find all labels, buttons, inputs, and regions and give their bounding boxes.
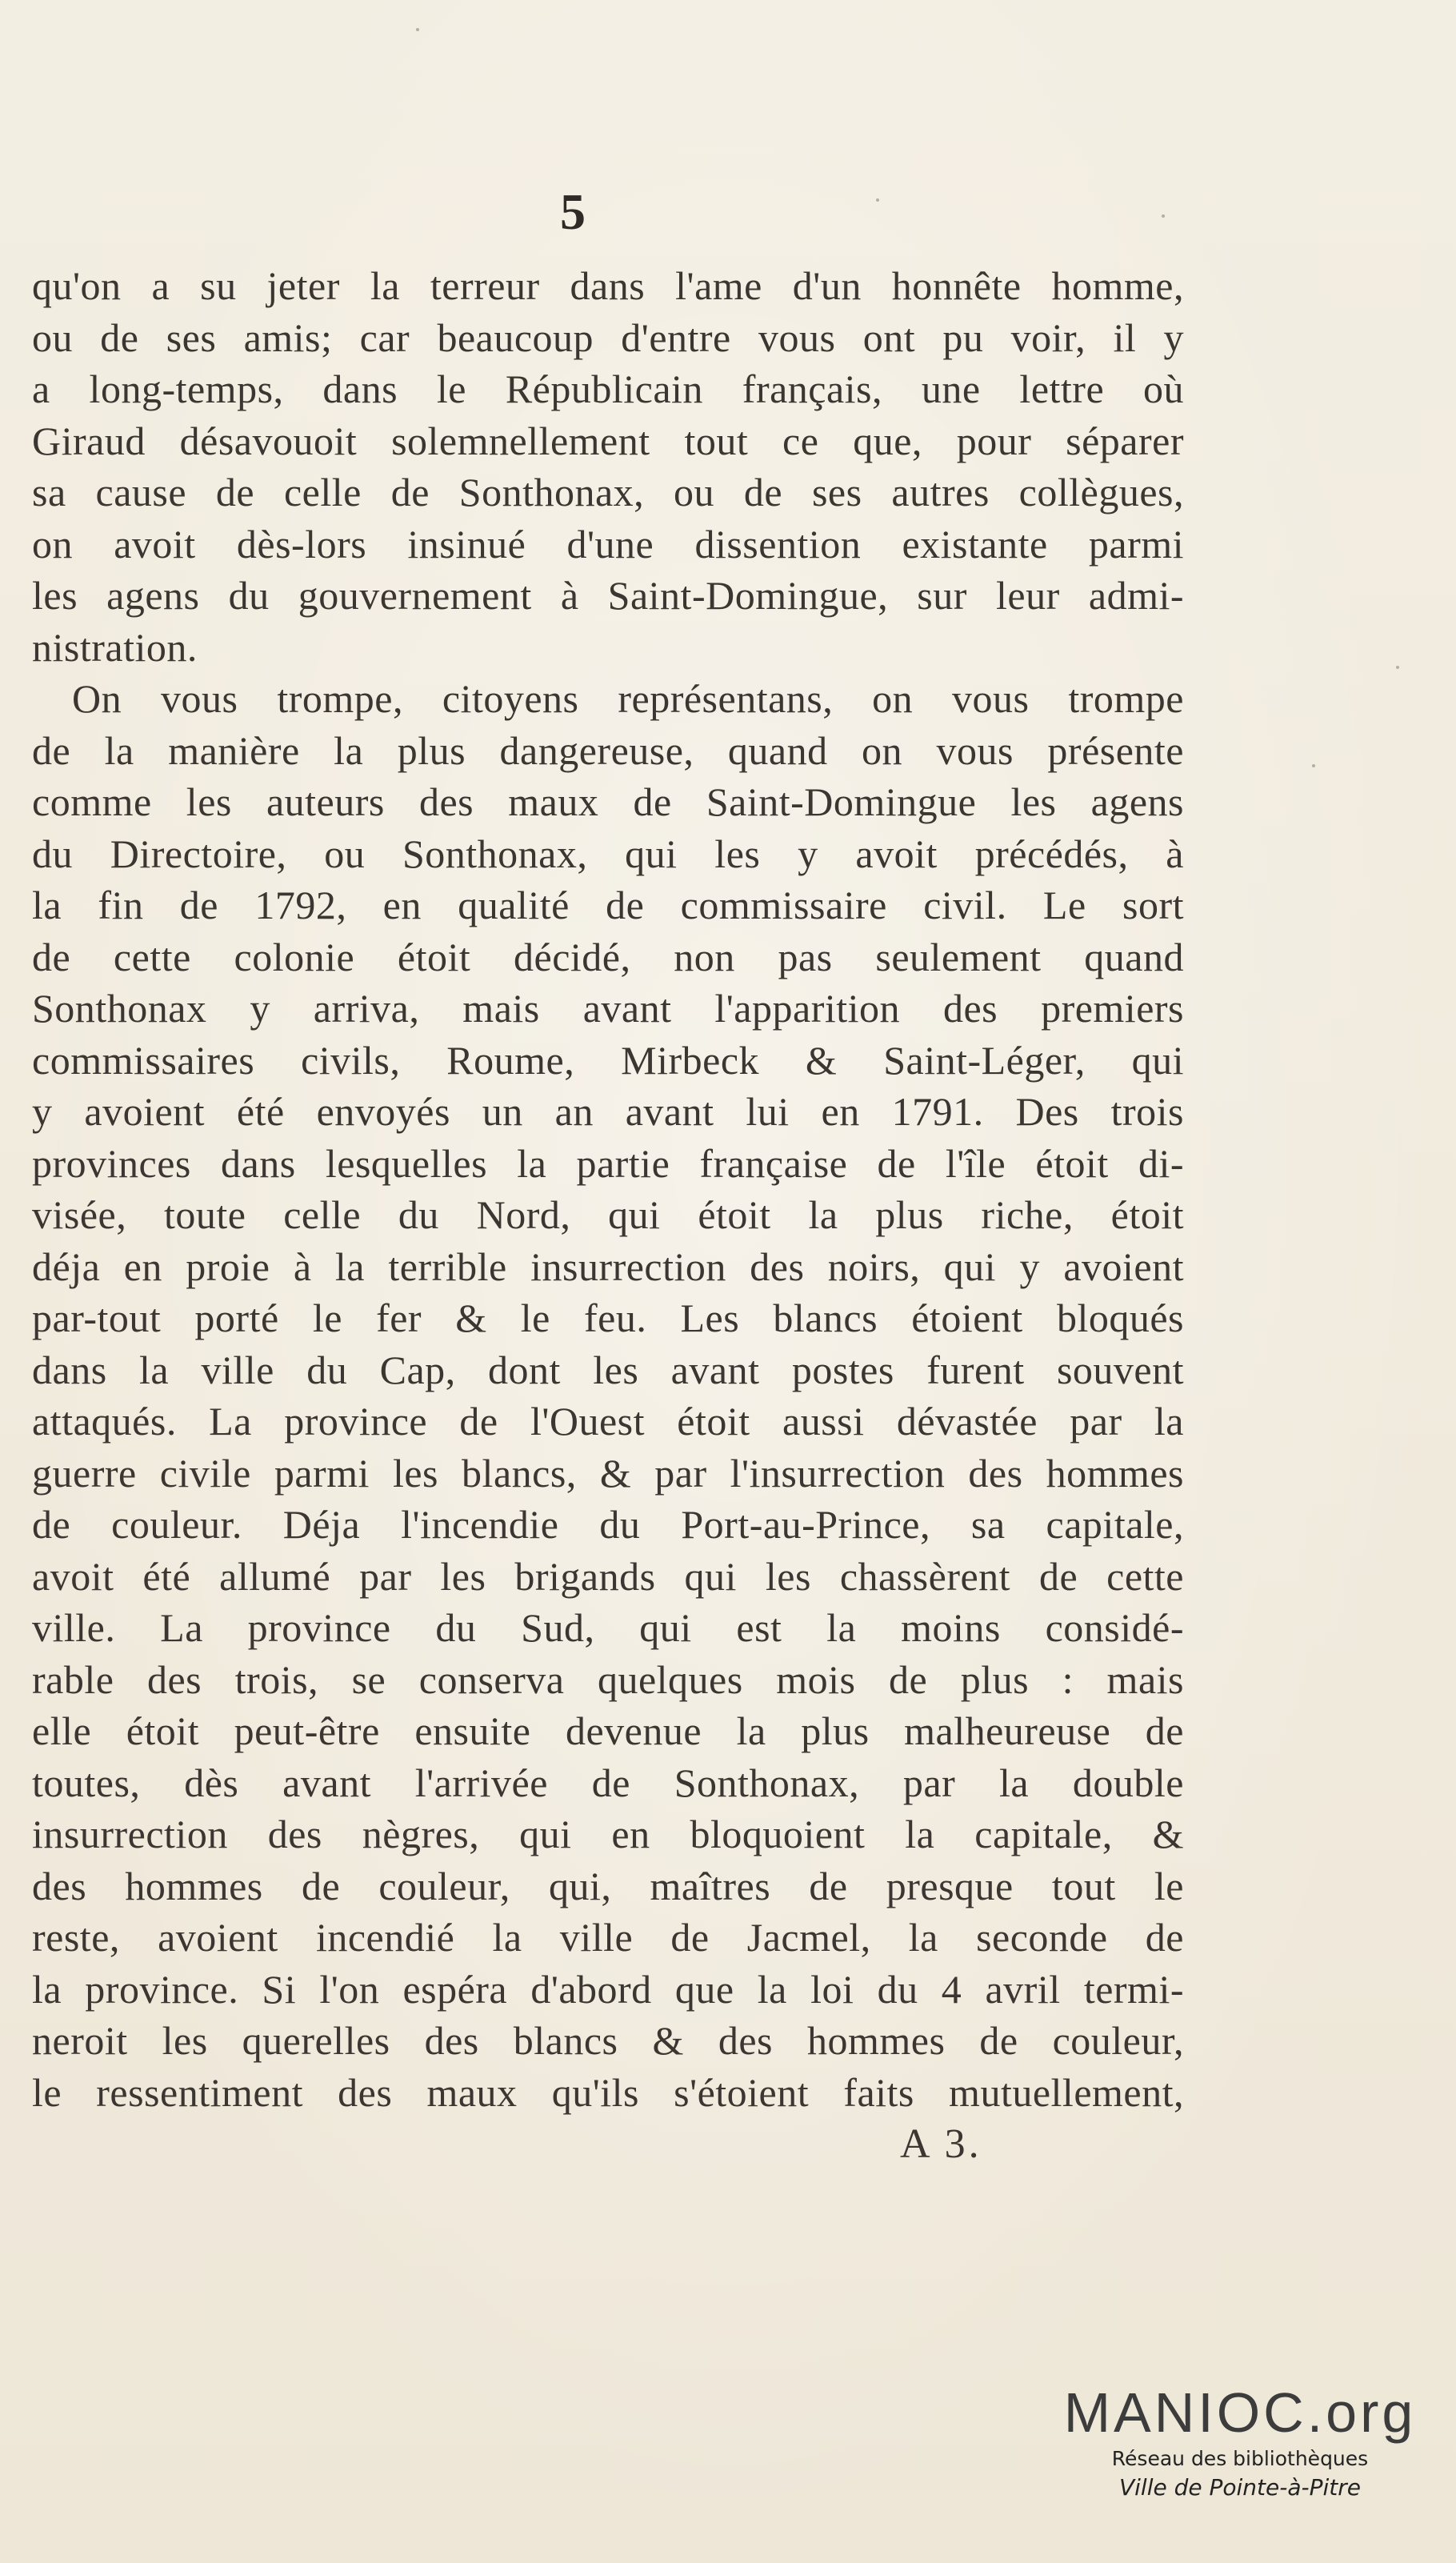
body-text: [32, 260, 1184, 2118]
logo-location: Ville de Pointe-à-Pitre: [1118, 2474, 1361, 2501]
paper-speck: [876, 198, 879, 202]
logo-wordmark: MANIOC.org: [1063, 2381, 1417, 2444]
logo-subtitle: Réseau des bibliothèques: [1111, 2447, 1369, 2470]
text-line: Giraud désavouoit solemnellement tout ce que, pour séparer: [32, 418, 1184, 463]
text-line: comme les auteurs des maux de Saint-Domingue les agens: [32, 779, 1184, 824]
text-line: de la manière la plus dangereuse, quand on vous présente: [32, 727, 1184, 773]
text-line: guerre civile parmi les blancs, & par l'insurrection des hommes: [32, 1450, 1184, 1496]
manioc-logo: [1056, 2381, 1424, 2502]
paper-speck: [1396, 666, 1399, 669]
text-line: ville. La province du Sud, qui est la moins considé-: [32, 1605, 1184, 1650]
text-line: des hommes de couleur, qui, maîtres de presque tout le: [32, 1863, 1184, 1908]
text-line: du Directoire, ou Sonthonax, qui les y avoit précédés, à: [32, 831, 1184, 876]
text-line: a long-temps, dans le Républicain français, une lettre où: [32, 366, 1184, 411]
text-line: de couleur. Déja l'incendie du Port-au-Prince, sa capitale,: [32, 1502, 1184, 1547]
text-line: Sonthonax y arriva, mais avant l'apparition des premiers: [32, 986, 1184, 1031]
text-line: les agens du gouvernement à Saint-Domingue, sur leur admi-: [32, 573, 1184, 618]
text-line: reste, avoient incendié la ville de Jacmel, la seconde de: [32, 1915, 1184, 1960]
text-line: ou de ses amis; car beaucoup d'entre vous ont pu voir, il y: [32, 314, 1184, 360]
text-line: On vous trompe, citoyens représentans, on vous trompe: [72, 676, 1184, 721]
text-line: commissaires civils, Roume, Mirbeck & Saint-Léger, qui: [32, 1037, 1184, 1083]
text-line: y avoient été envoyés un an avant lui en 1791. Des trois: [32, 1089, 1184, 1134]
text-line: la fin de 1792, en qualité de commissaire civil. Le sort: [32, 883, 1184, 927]
signature-mark: A 3.: [900, 2121, 982, 2167]
text-line: elle étoit peut-être ensuite devenue la plus malheureuse de: [32, 1708, 1184, 1753]
text-line: on avoit dès-lors insinué d'une dissention existante parmi: [32, 521, 1184, 567]
paper-speck: [1162, 214, 1165, 218]
text-line: attaqués. La province de l'Ouest étoit aussi dévastée par la: [32, 1399, 1184, 1444]
text-line: sa cause de celle de Sonthonax, ou de ses autres collègues,: [32, 470, 1184, 515]
paper-speck: [1312, 764, 1315, 767]
text-line: rable des trois, se conserva quelques mois de plus : mais: [32, 1656, 1184, 1702]
text-line: par-tout porté le fer & le feu. Les blancs étoient bloqués: [32, 1296, 1184, 1340]
text-line: le ressentiment des maux qu'ils s'étoient faits mutuellement,: [32, 2069, 1184, 2115]
text-line: la province. Si l'on espéra d'abord que la loi du 4 avril termi-: [32, 1966, 1184, 2012]
page-number: 5: [560, 183, 586, 240]
text-line: insurrection des nègres, qui en bloquoient la capitale, &: [32, 1812, 1184, 1856]
text-line: avoit été allumé par les brigands qui les chassèrent de cette: [32, 1553, 1184, 1599]
text-line: dans la ville du Cap, dont les avant postes furent souvent: [32, 1347, 1184, 1392]
text-line: visée, toute celle du Nord, qui étoit la plus riche, étoit: [32, 1192, 1184, 1237]
text-line: qu'on a su jeter la terreur dans l'ame d'un honnête homme,: [32, 263, 1184, 308]
text-line: de cette colonie étoit décidé, non pas seulement quand: [32, 934, 1184, 979]
text-line: déja en proie à la terrible insurrection des noirs, qui y avoient: [32, 1243, 1184, 1289]
text-line: provinces dans lesquelles la partie française de l'île étoit di-: [32, 1140, 1184, 1186]
paper-speck: [416, 28, 419, 31]
text-line: neroit les querelles des blancs & des hommes de couleur,: [32, 2018, 1184, 2063]
text-line: toutes, dès avant l'arrivée de Sonthonax, par la double: [32, 1760, 1184, 1805]
text-line: nistration.: [32, 624, 198, 670]
